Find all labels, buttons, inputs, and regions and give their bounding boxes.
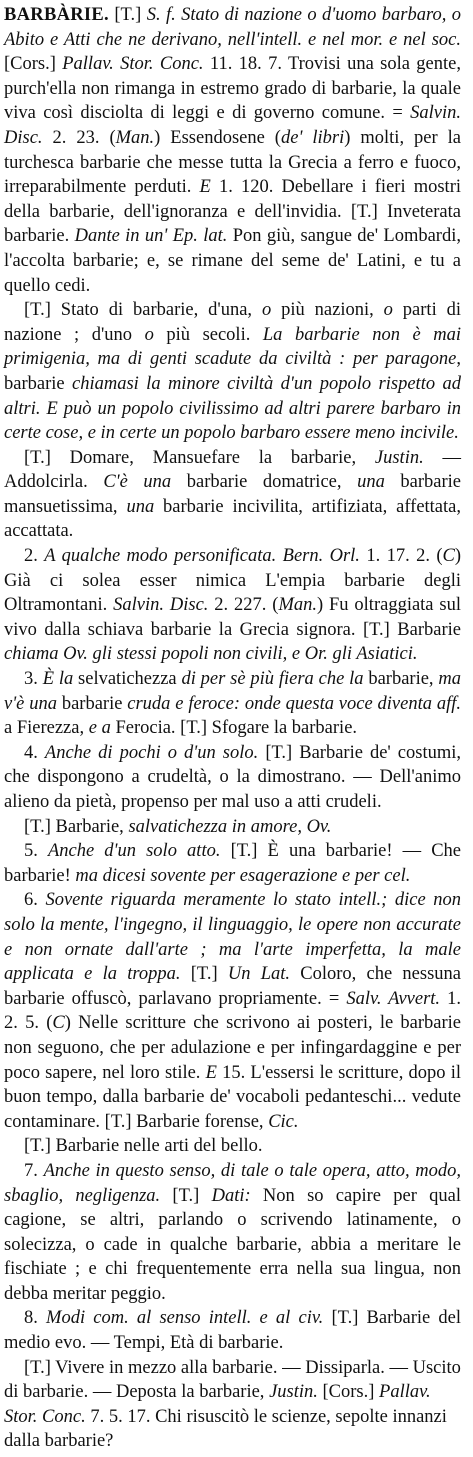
text-run: 2. [24,546,45,567]
italic-run: E [205,1062,217,1083]
text-run: barbarie mansuetissima, [4,472,461,517]
text-run: selvatichezza [73,669,182,690]
italic-run: Cic. [268,1111,299,1132]
entry-paragraph [4,3,461,298]
text-run: ) Essendosene ( [154,127,281,148]
text-run: ) Nelle scritture che scrivono ai posteri, le barbarie non seguono, che per adulazione e per infingardaggine e per poco sapere, nel loro stile. [4,1013,461,1083]
text-run: 2. 227. ( [208,595,279,616]
text-run: Ferocia. [T.] Sfogare la barbarie. [110,718,358,739]
italic-run: e a [88,718,111,739]
italic-run: Anche d'un solo atto. [47,841,221,862]
italic-run: Anche di pochi o d'un solo. [44,742,259,763]
italic-run: Sovente riguarda meramente lo stato intell.; dice non solo la mente, l'ingegno, il linguaggio, le opere non accurate e non ornate dall'arte ; ma l'arte imperfetta, la male applicata e la troppa. [4,890,462,985]
text-run: Pon giù, sangue de' Lombardi, l'accolta barbarie; e, se rimane del seme de' Latini, e tu a quello cedi. [4,226,461,296]
italic-run: Salv. Avvert. [346,988,441,1009]
entry-paragraph [4,815,461,840]
text-run: [T.] Stato di barbarie, d'una, [24,300,262,321]
italic-run: S. f. Stato di nazione o d'uomo barbaro, o Abito e Atti che ne derivano, nell'intell. e nel mor. e nel soc. [4,5,462,50]
italic-run: Pallav. Stor. Conc. [4,1382,431,1427]
italic-run: La barbarie non è mai primigenia, ma di genti scadute da civiltà : per paragone [4,324,462,370]
italic-run: C [52,1013,65,1034]
italic-run: o [383,300,393,321]
italic-run: E [199,177,211,198]
paragraph-text [4,448,461,542]
entry-paragraph [4,446,461,544]
text-run: [T.] [108,5,147,25]
text-run: 1. 17. 2. ( [359,546,443,567]
italic-run: una [357,472,385,493]
sense-4-paragraph [4,741,461,815]
text-run: — Addolcirla. [4,447,462,493]
text-run: [T.] Vivere in mezzo alla barbarie. — Dissiparla. — Uscito di barbarie. — Deposta la barbarie, [4,1357,461,1403]
italic-run: Man. [115,127,155,148]
text-run: 6. [24,890,46,911]
italic-run: È la [42,669,74,690]
dictionary-entry [4,3,461,1454]
sense-6-paragraph [4,888,461,1134]
italic-run: Man. [278,595,317,616]
text-run: 1. 2. 5. ( [4,988,462,1034]
italic-run: Un Lat. [227,964,290,985]
text-run: più nazioni, [271,300,384,321]
text-run: [T.] [160,1185,212,1206]
sense-2-paragraph [4,544,461,667]
text-run: [T.] Barbarie nelle arti del bello. [24,1136,263,1157]
paragraph-text [4,1308,461,1353]
text-run: barbarie, [363,669,439,690]
italic-run: chiamasi la minore civiltà d'un popolo rispetto ad altri. E può un popolo civilissimo ad altri parere barbaro in certe cose, e in certe un popolo barbaro essere meno incivile. [4,373,461,444]
italic-run: o [261,300,272,321]
text-run: 2. 23. ( [42,127,116,148]
text-run: [Cors.] [317,1382,380,1403]
text-run: [T.] Barbarie del medio evo. — Tempi, Età di barbarie. [4,1308,461,1354]
italic-run: o [144,324,154,345]
sense-7-paragraph [4,1159,461,1307]
text-run: , barbarie [4,349,461,394]
italic-run: ma dicesi sovente per esagerazione e per cel. [75,865,411,886]
italic-run: Dati: [211,1185,251,1206]
paragraph-text [4,1358,461,1452]
text-run: 7. [24,1160,44,1181]
text-run: barbarie domatrice, [171,472,358,493]
text-run: ) Già ci solea esser nimica L'empia barbarie degli Oltramontani. [4,546,461,616]
italic-run: Salvin. Disc. [113,595,209,616]
paragraph-text [4,546,461,664]
text-run: 5. [24,841,48,862]
headword: BARBÀRIE. [4,5,109,25]
text-run: 7. 5. 17. Chi risuscitò le scienze, sepolte innanzi dalla barbarie? [4,1406,447,1452]
text-run: [T.] [180,964,228,985]
text-run: [T.] È una barbarie! — Che barbarie! [4,841,462,886]
paragraph-text [4,669,461,738]
italic-run: C [442,546,455,567]
text-run: [Cors.] [4,54,63,75]
paragraph-text [24,1136,263,1156]
italic-run: Anche in questo senso, di tale o tale opera, atto, modo, sbaglio, negligenza. [4,1160,462,1206]
italic-run: Pallav. Stor. Conc. [62,54,204,75]
text-run: parti di nazione ; d'uno [4,300,462,345]
italic-run: salvatichezza in amore, Ov. [128,816,332,837]
italic-run: cruda e feroce: onde questa voce diventa aff. [127,693,461,714]
italic-run: Justin. [269,1382,318,1403]
text-run: 11. 18. 7. Trovisi una sola gente, purch'ella non rimanga in estremo grado di barbarie, la quale viva così disciolta di leggi e di governo comune. = [4,54,461,124]
text-run: ) Fu oltraggiata sul vivo dalla schiava barbarie la Grecia signora. [T.] Barbarie [4,595,461,640]
italic-run: una [126,496,155,517]
text-run: 1. 120. Debellare i fieri mostri della barbarie, dell'ignoranza e dell'invidia. [T.] Inveterata barbarie. [4,177,461,247]
italic-run: Justin. [374,447,424,468]
italic-run: A qualche modo personificata. Bern. Orl. [44,546,360,567]
text-run: 15. L'essersi le scritture, dopo il buon tempo, dalla barbarie de' vocaboli pedanteschi... vedute contaminare. [T.] Barbarie forense, [4,1062,462,1132]
italic-run: C'è una [103,472,172,493]
sense-8-paragraph [4,1306,461,1355]
italic-run: Modi com. al senso intell. e al civ. [46,1308,324,1329]
paragraph-text [4,890,461,1131]
text-run: più secoli. [153,324,263,345]
italic-run: di per sè più fiera che la [181,669,364,690]
text-run: a Fierezza, [4,718,89,739]
text-run: [T.] Domare, Mansuefare la barbarie, [24,447,375,468]
text-run: [T.] Barbarie de' costumi, che dispongono a crudeltà, o la dimostrano. — Dell'animo alieno da pietà, propenso per mal uso a atti crudeli. [4,742,462,812]
sense-5-paragraph [4,839,461,888]
paragraph-text [24,817,331,837]
sense-3-paragraph [4,667,461,741]
text-run: barbarie [56,693,128,714]
entry-paragraph [4,298,461,446]
text-run: 3. [24,669,43,690]
entry-paragraph [4,1356,461,1454]
italic-run: de' libri [280,127,345,148]
paragraph-text [4,841,461,886]
text-run: [T.] Barbarie, [24,816,129,837]
paragraph-text [4,5,461,296]
italic-run: ma v'è una [4,669,461,714]
paragraph-text [4,1161,461,1304]
italic-run: Salvin. Disc. [4,103,461,148]
text-run: Non so capire per qual cagione, se altri, parlando o scrivendo latinamente, o solecizza, o cade in qualche barbarie, abbia a meritare le fischiate ; e chi frequentemente erra nella sua lingua, non debba meritar peggio. [4,1185,461,1304]
text-run: ) molti, per la turchesca barbarie che messe tutta la Grecia a ferro e fuoco, irreparabilmente perduti. [4,127,461,198]
italic-run: chiama Ov. gli stessi popoli non civili, e Or. gli Asiatici. [4,644,418,665]
text-run: 8. [24,1308,47,1329]
text-run: 4. [24,742,45,763]
paragraph-text [4,300,461,443]
text-run: Coloro, che nessuna barbarie offuscò, parlavano propriamente. = [4,964,461,1009]
paragraph-text [4,743,461,812]
italic-run: Dante in un' Ep. lat. [74,226,228,247]
entry-paragraph [4,1134,461,1159]
text-run: barbarie incivilita, artifiziata, affettata, accattata. [4,496,461,542]
